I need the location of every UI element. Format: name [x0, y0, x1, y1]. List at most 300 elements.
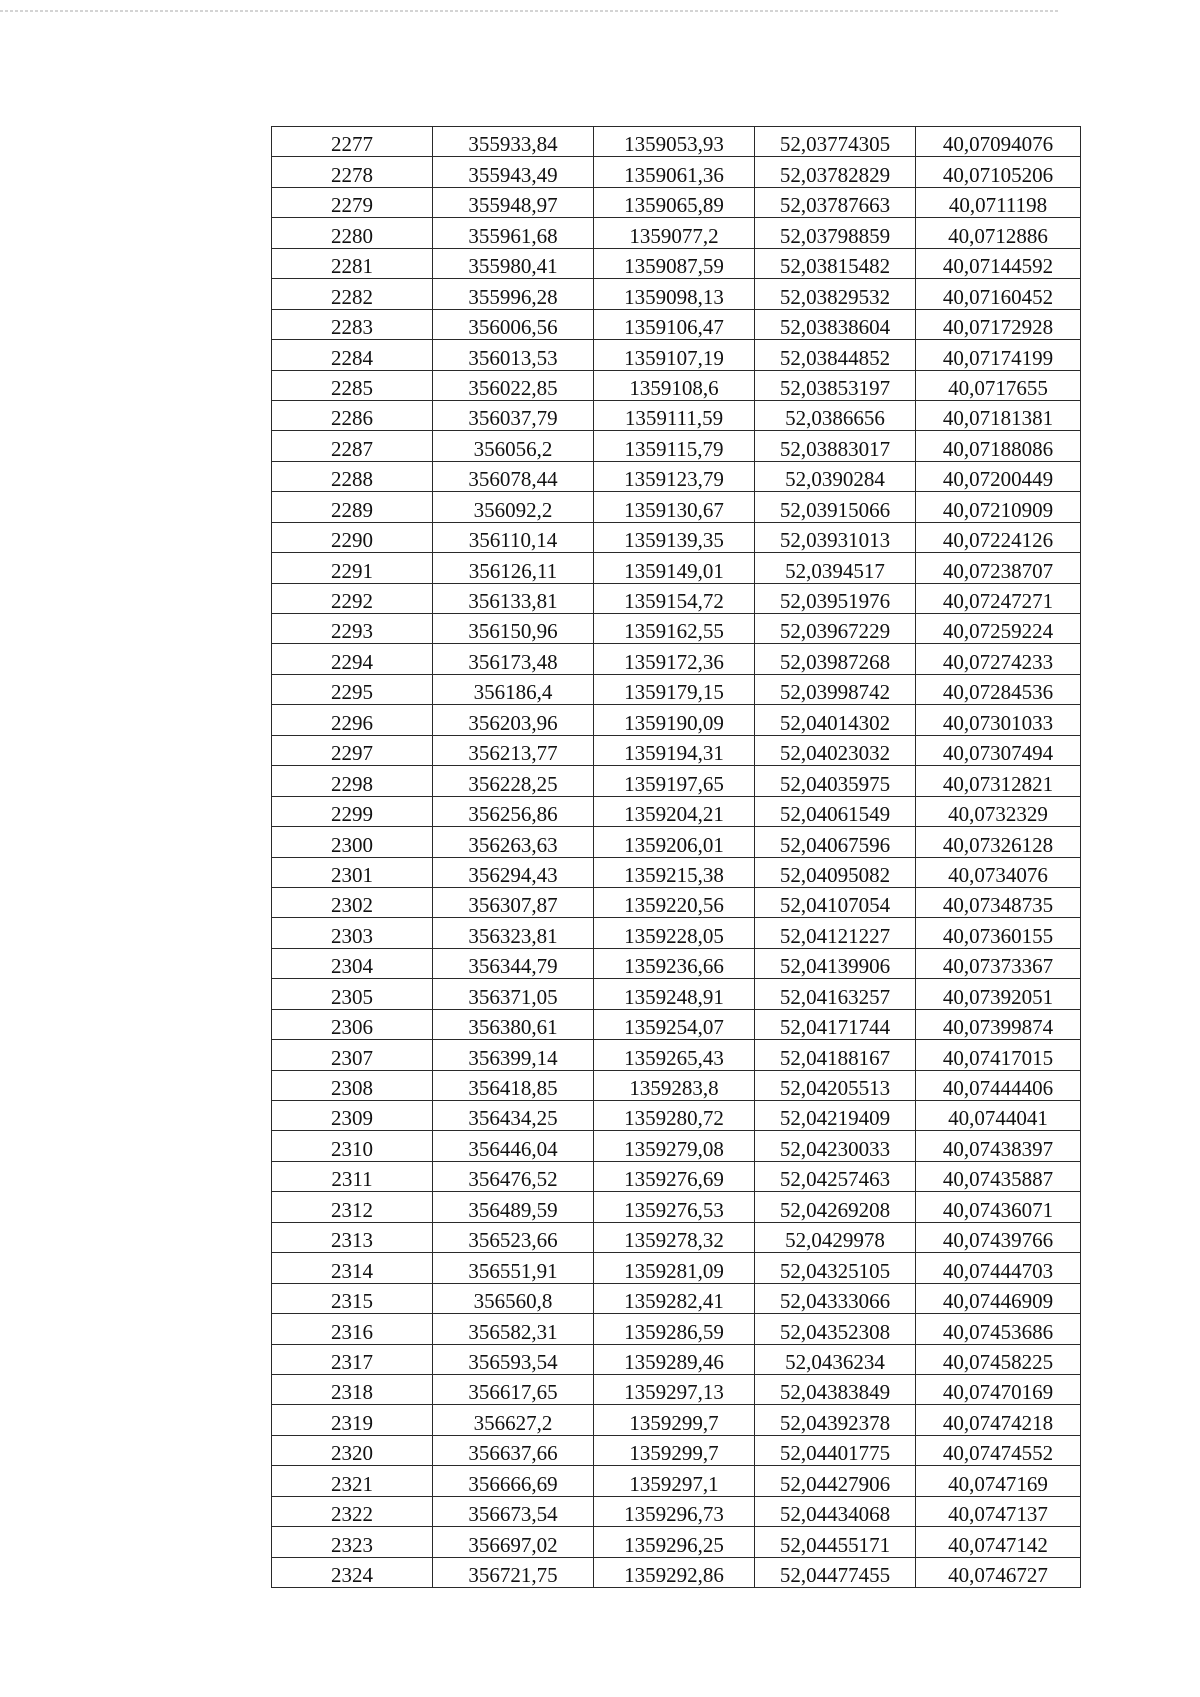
longitude-cell: [916, 948, 1081, 978]
cell-value: 40,07172928: [942, 315, 1054, 340]
cell-value: 356446,04: [468, 1136, 558, 1161]
cell-value: 52,0390284: [785, 467, 885, 492]
point-number-cell: [272, 218, 433, 248]
cell-value: 2292: [331, 589, 373, 613]
cell-value: 355961,68: [468, 223, 558, 248]
cell-value: 2313: [331, 1228, 373, 1253]
cell-value: 1359299,7: [629, 1410, 719, 1435]
point-number-cell: [272, 248, 433, 278]
longitude-cell: [916, 674, 1081, 704]
longitude-cell: [916, 614, 1081, 644]
x-coordinate-cell: [433, 1527, 594, 1557]
cell-value: 40,07438397: [942, 1136, 1054, 1161]
latitude-cell: [755, 461, 916, 491]
cell-value: 52,03853197: [779, 375, 891, 400]
cell-value: 2310: [331, 1136, 373, 1161]
table-row: [272, 979, 1081, 1009]
x-coordinate-cell: [433, 1374, 594, 1404]
point-number-cell: [272, 735, 433, 765]
longitude-cell: [916, 1131, 1081, 1161]
cell-value: 356476,52: [468, 1167, 558, 1192]
y-coordinate-cell: [594, 918, 755, 948]
cell-value: 52,03951976: [779, 589, 891, 613]
table-row: [272, 1405, 1081, 1435]
cell-value: 356092,2: [473, 497, 553, 522]
cell-value: 2290: [331, 528, 373, 553]
cell-value: 52,0429978: [785, 1228, 885, 1253]
cell-value: 1359228,05: [624, 923, 724, 948]
table-row: [272, 218, 1081, 248]
point-number-cell: [272, 370, 433, 400]
cell-value: 1359279,08: [624, 1136, 724, 1161]
cell-value: 1359265,43: [624, 1045, 724, 1070]
point-number-cell: [272, 1527, 433, 1557]
point-number-cell: [272, 340, 433, 370]
cell-value: 40,07274233: [942, 649, 1054, 674]
cell-value: 356399,14: [468, 1045, 558, 1070]
point-number-cell: [272, 1192, 433, 1222]
cell-value: 1359296,25: [624, 1532, 724, 1557]
cell-value: 2286: [331, 406, 373, 431]
y-coordinate-cell: [594, 705, 755, 735]
longitude-cell: [916, 522, 1081, 552]
latitude-cell: [755, 1009, 916, 1039]
cell-value: 40,07144592: [942, 254, 1054, 279]
cell-value: 356673,54: [468, 1502, 558, 1527]
cell-value: 40,07474218: [942, 1410, 1054, 1435]
longitude-cell: [916, 1344, 1081, 1374]
point-number-cell: [272, 1222, 433, 1252]
longitude-cell: [916, 1070, 1081, 1100]
table-row: [272, 1374, 1081, 1404]
x-coordinate-cell: [433, 1009, 594, 1039]
latitude-cell: [755, 1222, 916, 1252]
point-number-cell: [272, 1374, 433, 1404]
cell-value: 1359248,91: [624, 984, 724, 1009]
cell-value: 356294,43: [468, 862, 558, 887]
longitude-cell: [916, 1253, 1081, 1283]
cell-value: 2320: [331, 1441, 373, 1466]
x-coordinate-cell: [433, 187, 594, 217]
point-number-cell: [272, 309, 433, 339]
cell-value: 52,03883017: [779, 436, 891, 461]
cell-value: 356037,79: [468, 406, 558, 431]
cell-value: 52,04014302: [779, 710, 891, 735]
cell-value: 52,03774305: [779, 132, 891, 157]
cell-value: 40,07247271: [942, 589, 1054, 613]
cell-value: 52,0394517: [785, 558, 885, 583]
cell-value: 40,0744041: [948, 1106, 1048, 1131]
latitude-cell: [755, 279, 916, 309]
table-row: [272, 340, 1081, 370]
point-number-cell: [272, 1101, 433, 1131]
table-row: [272, 827, 1081, 857]
y-coordinate-cell: [594, 979, 755, 1009]
cell-value: 40,07360155: [942, 923, 1054, 948]
cell-value: 356022,85: [468, 375, 558, 400]
y-coordinate-cell: [594, 248, 755, 278]
longitude-cell: [916, 1314, 1081, 1344]
cell-value: 2287: [331, 436, 373, 461]
cell-value: 40,0746727: [948, 1563, 1048, 1587]
x-coordinate-cell: [433, 766, 594, 796]
cell-value: 1359197,65: [624, 771, 724, 796]
latitude-cell: [755, 1496, 916, 1526]
cell-value: 40,07188086: [942, 436, 1054, 461]
point-number-cell: [272, 644, 433, 674]
cell-value: 40,07174199: [942, 345, 1054, 370]
y-coordinate-cell: [594, 340, 755, 370]
latitude-cell: [755, 705, 916, 735]
longitude-cell: [916, 218, 1081, 248]
point-number-cell: [272, 522, 433, 552]
longitude-cell: [916, 461, 1081, 491]
y-coordinate-cell: [594, 157, 755, 187]
cell-value: 40,07284536: [942, 680, 1054, 705]
table-row: [272, 583, 1081, 613]
cell-value: 52,04455171: [779, 1532, 891, 1557]
cell-value: 1359172,36: [624, 649, 724, 674]
y-coordinate-cell: [594, 766, 755, 796]
table-row: [272, 918, 1081, 948]
cell-value: 1359297,1: [629, 1471, 719, 1496]
x-coordinate-cell: [433, 1405, 594, 1435]
x-coordinate-cell: [433, 918, 594, 948]
latitude-cell: [755, 1040, 916, 1070]
latitude-cell: [755, 644, 916, 674]
latitude-cell: [755, 1253, 916, 1283]
latitude-cell: [755, 1344, 916, 1374]
cell-value: 1359179,15: [624, 680, 724, 705]
cell-value: 40,07444703: [942, 1258, 1054, 1283]
table-row: [272, 1009, 1081, 1039]
cell-value: 52,03815482: [779, 254, 891, 279]
cell-value: 1359276,69: [624, 1167, 724, 1192]
longitude-cell: [916, 1374, 1081, 1404]
y-coordinate-cell: [594, 827, 755, 857]
cell-value: 52,04163257: [779, 984, 891, 1009]
cell-value: 52,04219409: [779, 1106, 891, 1131]
cell-value: 2305: [331, 984, 373, 1009]
cell-value: 1359162,55: [624, 619, 724, 644]
x-coordinate-cell: [433, 1192, 594, 1222]
latitude-cell: [755, 674, 916, 704]
cell-value: 1359149,01: [624, 558, 724, 583]
cell-value: 2282: [331, 284, 373, 309]
cell-value: 356133,81: [468, 589, 558, 613]
x-coordinate-cell: [433, 1314, 594, 1344]
latitude-cell: [755, 187, 916, 217]
coordinates-table-body: [272, 127, 1081, 1588]
point-number-cell: [272, 1314, 433, 1344]
cell-value: 52,03844852: [779, 345, 891, 370]
cell-value: 52,03931013: [779, 528, 891, 553]
cell-value: 1359077,2: [629, 223, 719, 248]
point-number-cell: [272, 127, 433, 157]
cell-value: 2279: [331, 193, 373, 218]
cell-value: 40,07200449: [942, 467, 1054, 492]
longitude-cell: [916, 1527, 1081, 1557]
y-coordinate-cell: [594, 674, 755, 704]
cell-value: 356637,66: [468, 1441, 558, 1466]
cell-value: 40,07417015: [942, 1045, 1054, 1070]
point-number-cell: [272, 948, 433, 978]
latitude-cell: [755, 1374, 916, 1404]
latitude-cell: [755, 1070, 916, 1100]
cell-value: 356263,63: [468, 832, 558, 857]
table-row: [272, 887, 1081, 917]
x-coordinate-cell: [433, 340, 594, 370]
y-coordinate-cell: [594, 1161, 755, 1191]
longitude-cell: [916, 400, 1081, 430]
cell-value: 1359130,67: [624, 497, 724, 522]
cell-value: 356560,8: [473, 1289, 553, 1314]
latitude-cell: [755, 248, 916, 278]
y-coordinate-cell: [594, 644, 755, 674]
longitude-cell: [916, 1161, 1081, 1191]
cell-value: 356203,96: [468, 710, 558, 735]
cell-value: 52,03915066: [779, 497, 891, 522]
point-number-cell: [272, 1466, 433, 1496]
x-coordinate-cell: [433, 1283, 594, 1313]
x-coordinate-cell: [433, 370, 594, 400]
x-coordinate-cell: [433, 127, 594, 157]
cell-value: 1359254,07: [624, 1015, 724, 1040]
y-coordinate-cell: [594, 553, 755, 583]
cell-value: 2312: [331, 1197, 373, 1222]
y-coordinate-cell: [594, 1283, 755, 1313]
x-coordinate-cell: [433, 827, 594, 857]
cell-value: 356126,11: [468, 558, 558, 583]
point-number-cell: [272, 1405, 433, 1435]
x-coordinate-cell: [433, 157, 594, 187]
cell-value: 2301: [331, 862, 373, 887]
cell-value: 52,04434068: [779, 1502, 891, 1527]
table-row: [272, 400, 1081, 430]
cell-value: 40,07301033: [942, 710, 1054, 735]
cell-value: 2311: [331, 1167, 373, 1192]
cell-value: 1359108,6: [629, 375, 719, 400]
longitude-cell: [916, 1283, 1081, 1313]
cell-value: 356582,31: [468, 1319, 558, 1344]
cell-value: 40,07446909: [942, 1289, 1054, 1314]
y-coordinate-cell: [594, 1131, 755, 1161]
longitude-cell: [916, 279, 1081, 309]
cell-value: 52,03987268: [779, 649, 891, 674]
y-coordinate-cell: [594, 857, 755, 887]
x-coordinate-cell: [433, 583, 594, 613]
longitude-cell: [916, 1222, 1081, 1252]
point-number-cell: [272, 614, 433, 644]
cell-value: 356666,69: [468, 1471, 558, 1496]
cell-value: 40,07094076: [942, 132, 1054, 157]
longitude-cell: [916, 553, 1081, 583]
table-row: [272, 1557, 1081, 1587]
x-coordinate-cell: [433, 553, 594, 583]
longitude-cell: [916, 979, 1081, 1009]
x-coordinate-cell: [433, 431, 594, 461]
latitude-cell: [755, 309, 916, 339]
longitude-cell: [916, 340, 1081, 370]
cell-value: 2300: [331, 832, 373, 857]
table-row: [272, 1131, 1081, 1161]
cell-value: 40,07181381: [942, 406, 1054, 431]
cell-value: 52,04061549: [779, 802, 891, 827]
cell-value: 52,03967229: [779, 619, 891, 644]
cell-value: 1359220,56: [624, 893, 724, 918]
coordinates-table: [271, 126, 1081, 1588]
longitude-cell: [916, 1557, 1081, 1587]
cell-value: 2289: [331, 497, 373, 522]
latitude-cell: [755, 1161, 916, 1191]
x-coordinate-cell: [433, 1557, 594, 1587]
y-coordinate-cell: [594, 1405, 755, 1435]
y-coordinate-cell: [594, 614, 755, 644]
table-row: [272, 1496, 1081, 1526]
table-row: [272, 522, 1081, 552]
latitude-cell: [755, 218, 916, 248]
point-number-cell: [272, 187, 433, 217]
cell-value: 356627,2: [473, 1410, 553, 1435]
x-coordinate-cell: [433, 1040, 594, 1070]
y-coordinate-cell: [594, 492, 755, 522]
cell-value: 1359111,59: [624, 406, 724, 431]
cell-value: 356617,65: [468, 1380, 558, 1405]
table-row: [272, 1101, 1081, 1131]
point-number-cell: [272, 157, 433, 187]
y-coordinate-cell: [594, 1557, 755, 1587]
cell-value: 52,04392378: [779, 1410, 891, 1435]
point-number-cell: [272, 1070, 433, 1100]
cell-value: 356256,86: [468, 802, 558, 827]
table-row: [272, 248, 1081, 278]
cell-value: 52,04107054: [779, 893, 891, 918]
cell-value: 40,0712886: [948, 223, 1048, 248]
x-coordinate-cell: [433, 614, 594, 644]
table-row: [272, 1527, 1081, 1557]
longitude-cell: [916, 705, 1081, 735]
cell-value: 356110,14: [468, 528, 558, 553]
x-coordinate-cell: [433, 1161, 594, 1191]
latitude-cell: [755, 1557, 916, 1587]
y-coordinate-cell: [594, 1496, 755, 1526]
cell-value: 1359278,32: [624, 1228, 724, 1253]
cell-value: 356434,25: [468, 1106, 558, 1131]
table-row: [272, 948, 1081, 978]
cell-value: 1359139,35: [624, 528, 724, 553]
cell-value: 1359087,59: [624, 254, 724, 279]
cell-value: 40,0734076: [948, 862, 1048, 887]
longitude-cell: [916, 1040, 1081, 1070]
y-coordinate-cell: [594, 1374, 755, 1404]
y-coordinate-cell: [594, 309, 755, 339]
cell-value: 1359296,73: [624, 1502, 724, 1527]
cell-value: 52,03787663: [779, 193, 891, 218]
x-coordinate-cell: [433, 674, 594, 704]
cell-value: 356056,2: [473, 436, 553, 461]
cell-value: 52,04035975: [779, 771, 891, 796]
x-coordinate-cell: [433, 1496, 594, 1526]
y-coordinate-cell: [594, 1527, 755, 1557]
x-coordinate-cell: [433, 1435, 594, 1465]
longitude-cell: [916, 127, 1081, 157]
cell-value: 2298: [331, 771, 373, 796]
cell-value: 1359206,01: [624, 832, 724, 857]
latitude-cell: [755, 979, 916, 1009]
cell-value: 356213,77: [468, 741, 558, 766]
table-row: [272, 279, 1081, 309]
x-coordinate-cell: [433, 1344, 594, 1374]
cell-value: 2307: [331, 1045, 373, 1070]
table-row: [272, 735, 1081, 765]
cell-value: 356078,44: [468, 467, 558, 492]
cell-value: 52,04095082: [779, 862, 891, 887]
latitude-cell: [755, 857, 916, 887]
cell-value: 1359106,47: [624, 315, 724, 340]
cell-value: 1359098,13: [624, 284, 724, 309]
longitude-cell: [916, 1435, 1081, 1465]
longitude-cell: [916, 431, 1081, 461]
point-number-cell: [272, 1496, 433, 1526]
cell-value: 1359276,53: [624, 1197, 724, 1222]
latitude-cell: [755, 127, 916, 157]
table-row: [272, 1070, 1081, 1100]
cell-value: 40,0717655: [948, 375, 1048, 400]
table-row: [272, 553, 1081, 583]
cell-value: 355933,84: [468, 132, 558, 157]
point-number-cell: [272, 583, 433, 613]
y-coordinate-cell: [594, 1466, 755, 1496]
point-number-cell: [272, 1435, 433, 1465]
cell-value: 52,04121227: [779, 923, 891, 948]
point-number-cell: [272, 431, 433, 461]
cell-value: 40,07238707: [942, 558, 1054, 583]
cell-value: 40,07312821: [942, 771, 1054, 796]
cell-value: 40,07224126: [942, 528, 1054, 553]
cell-value: 52,04257463: [779, 1167, 891, 1192]
y-coordinate-cell: [594, 279, 755, 309]
cell-value: 356006,56: [468, 315, 558, 340]
latitude-cell: [755, 583, 916, 613]
x-coordinate-cell: [433, 979, 594, 1009]
cell-value: 356228,25: [468, 771, 558, 796]
longitude-cell: [916, 1192, 1081, 1222]
cell-value: 2278: [331, 162, 373, 187]
longitude-cell: [916, 644, 1081, 674]
latitude-cell: [755, 492, 916, 522]
table-row: [272, 796, 1081, 826]
cell-value: 1359053,93: [624, 132, 724, 157]
point-number-cell: [272, 918, 433, 948]
cell-value: 1359280,72: [624, 1106, 724, 1131]
cell-value: 356593,54: [468, 1349, 558, 1374]
point-number-cell: [272, 1253, 433, 1283]
cell-value: 52,03829532: [779, 284, 891, 309]
latitude-cell: [755, 370, 916, 400]
table-row: [272, 1435, 1081, 1465]
y-coordinate-cell: [594, 735, 755, 765]
cell-value: 356323,81: [468, 923, 558, 948]
cell-value: 356013,53: [468, 345, 558, 370]
cell-value: 40,07105206: [942, 162, 1054, 187]
longitude-cell: [916, 1496, 1081, 1526]
point-number-cell: [272, 827, 433, 857]
y-coordinate-cell: [594, 522, 755, 552]
cell-value: 40,07326128: [942, 832, 1054, 857]
cell-value: 356307,87: [468, 893, 558, 918]
latitude-cell: [755, 553, 916, 583]
cell-value: 2314: [331, 1258, 373, 1283]
